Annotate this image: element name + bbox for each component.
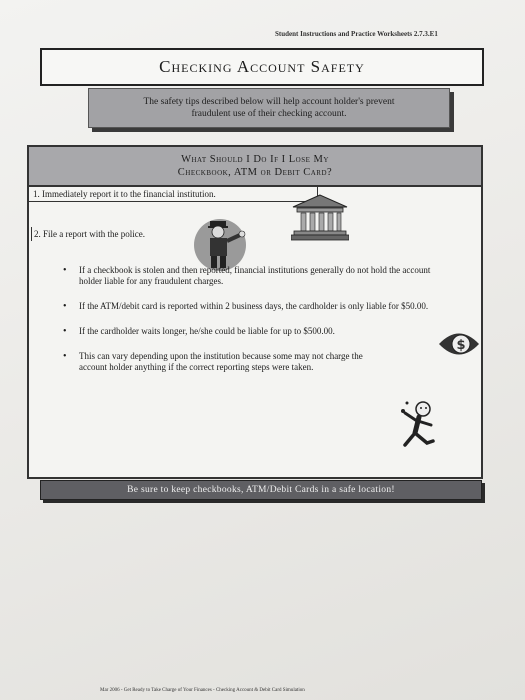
step-1: 1. Immediately report it to the financial institution. [29, 187, 318, 202]
safety-banner: Be sure to keep checkbooks, ATM/Debit Cards in a safe location! [40, 480, 482, 500]
list-item [59, 326, 439, 337]
question-line-1: What Should I Do If I Lose My [181, 154, 329, 165]
list-item [59, 265, 439, 287]
bank-building-icon [291, 193, 349, 241]
dollar-eye-icon [437, 329, 481, 359]
intro-line-1: The safety tips described below will help account holder's prevent [143, 97, 395, 107]
list-item [59, 351, 379, 373]
intro-box [88, 88, 450, 128]
question-line-2: Checkbook, ATM or Debit Card? [177, 167, 333, 178]
content-box [27, 145, 483, 479]
page-header: Student Instructions and Practice Worksheets 2.7.3.E1 [275, 30, 438, 38]
intro-line-2: fraudulent use of their checking account. [191, 109, 347, 119]
bullet-list [59, 265, 439, 387]
page-title: Checking Account Safety [159, 57, 365, 76]
bullet-dot: • [63, 265, 67, 276]
bullet-dot: • [63, 326, 67, 337]
running-thief-icon [397, 399, 441, 451]
bullet-text: If the ATM/debit card is reported within 2 business days, the cardholder is only liable for $50.00. [79, 301, 429, 311]
police-officer-icon [194, 211, 250, 273]
question-heading [29, 147, 481, 187]
bullet-text: If the cardholder waits longer, he/she could be liable for up to $500.00. [79, 326, 335, 336]
bullet-text: This can vary depending upon the institution because some may not charge the account holder anything if the correct reporting steps were taken. [79, 351, 363, 372]
bullet-dot: • [63, 351, 67, 362]
bullet-dot: • [63, 301, 67, 312]
step-2: 2. File a report with the police. [31, 227, 196, 241]
title-box [40, 48, 484, 86]
bullet-text: If a checkbook is stolen and then reported, financial institutions generally do not hold the account holder liable for any fraudulent charges. [79, 265, 431, 286]
svg-text:$: $ [456, 338, 466, 353]
page-footer: Mar 2006 - Get Ready to Take Charge of Your Finances - Checking Account & Debit Card Simulation [100, 688, 305, 693]
list-item [59, 301, 439, 312]
